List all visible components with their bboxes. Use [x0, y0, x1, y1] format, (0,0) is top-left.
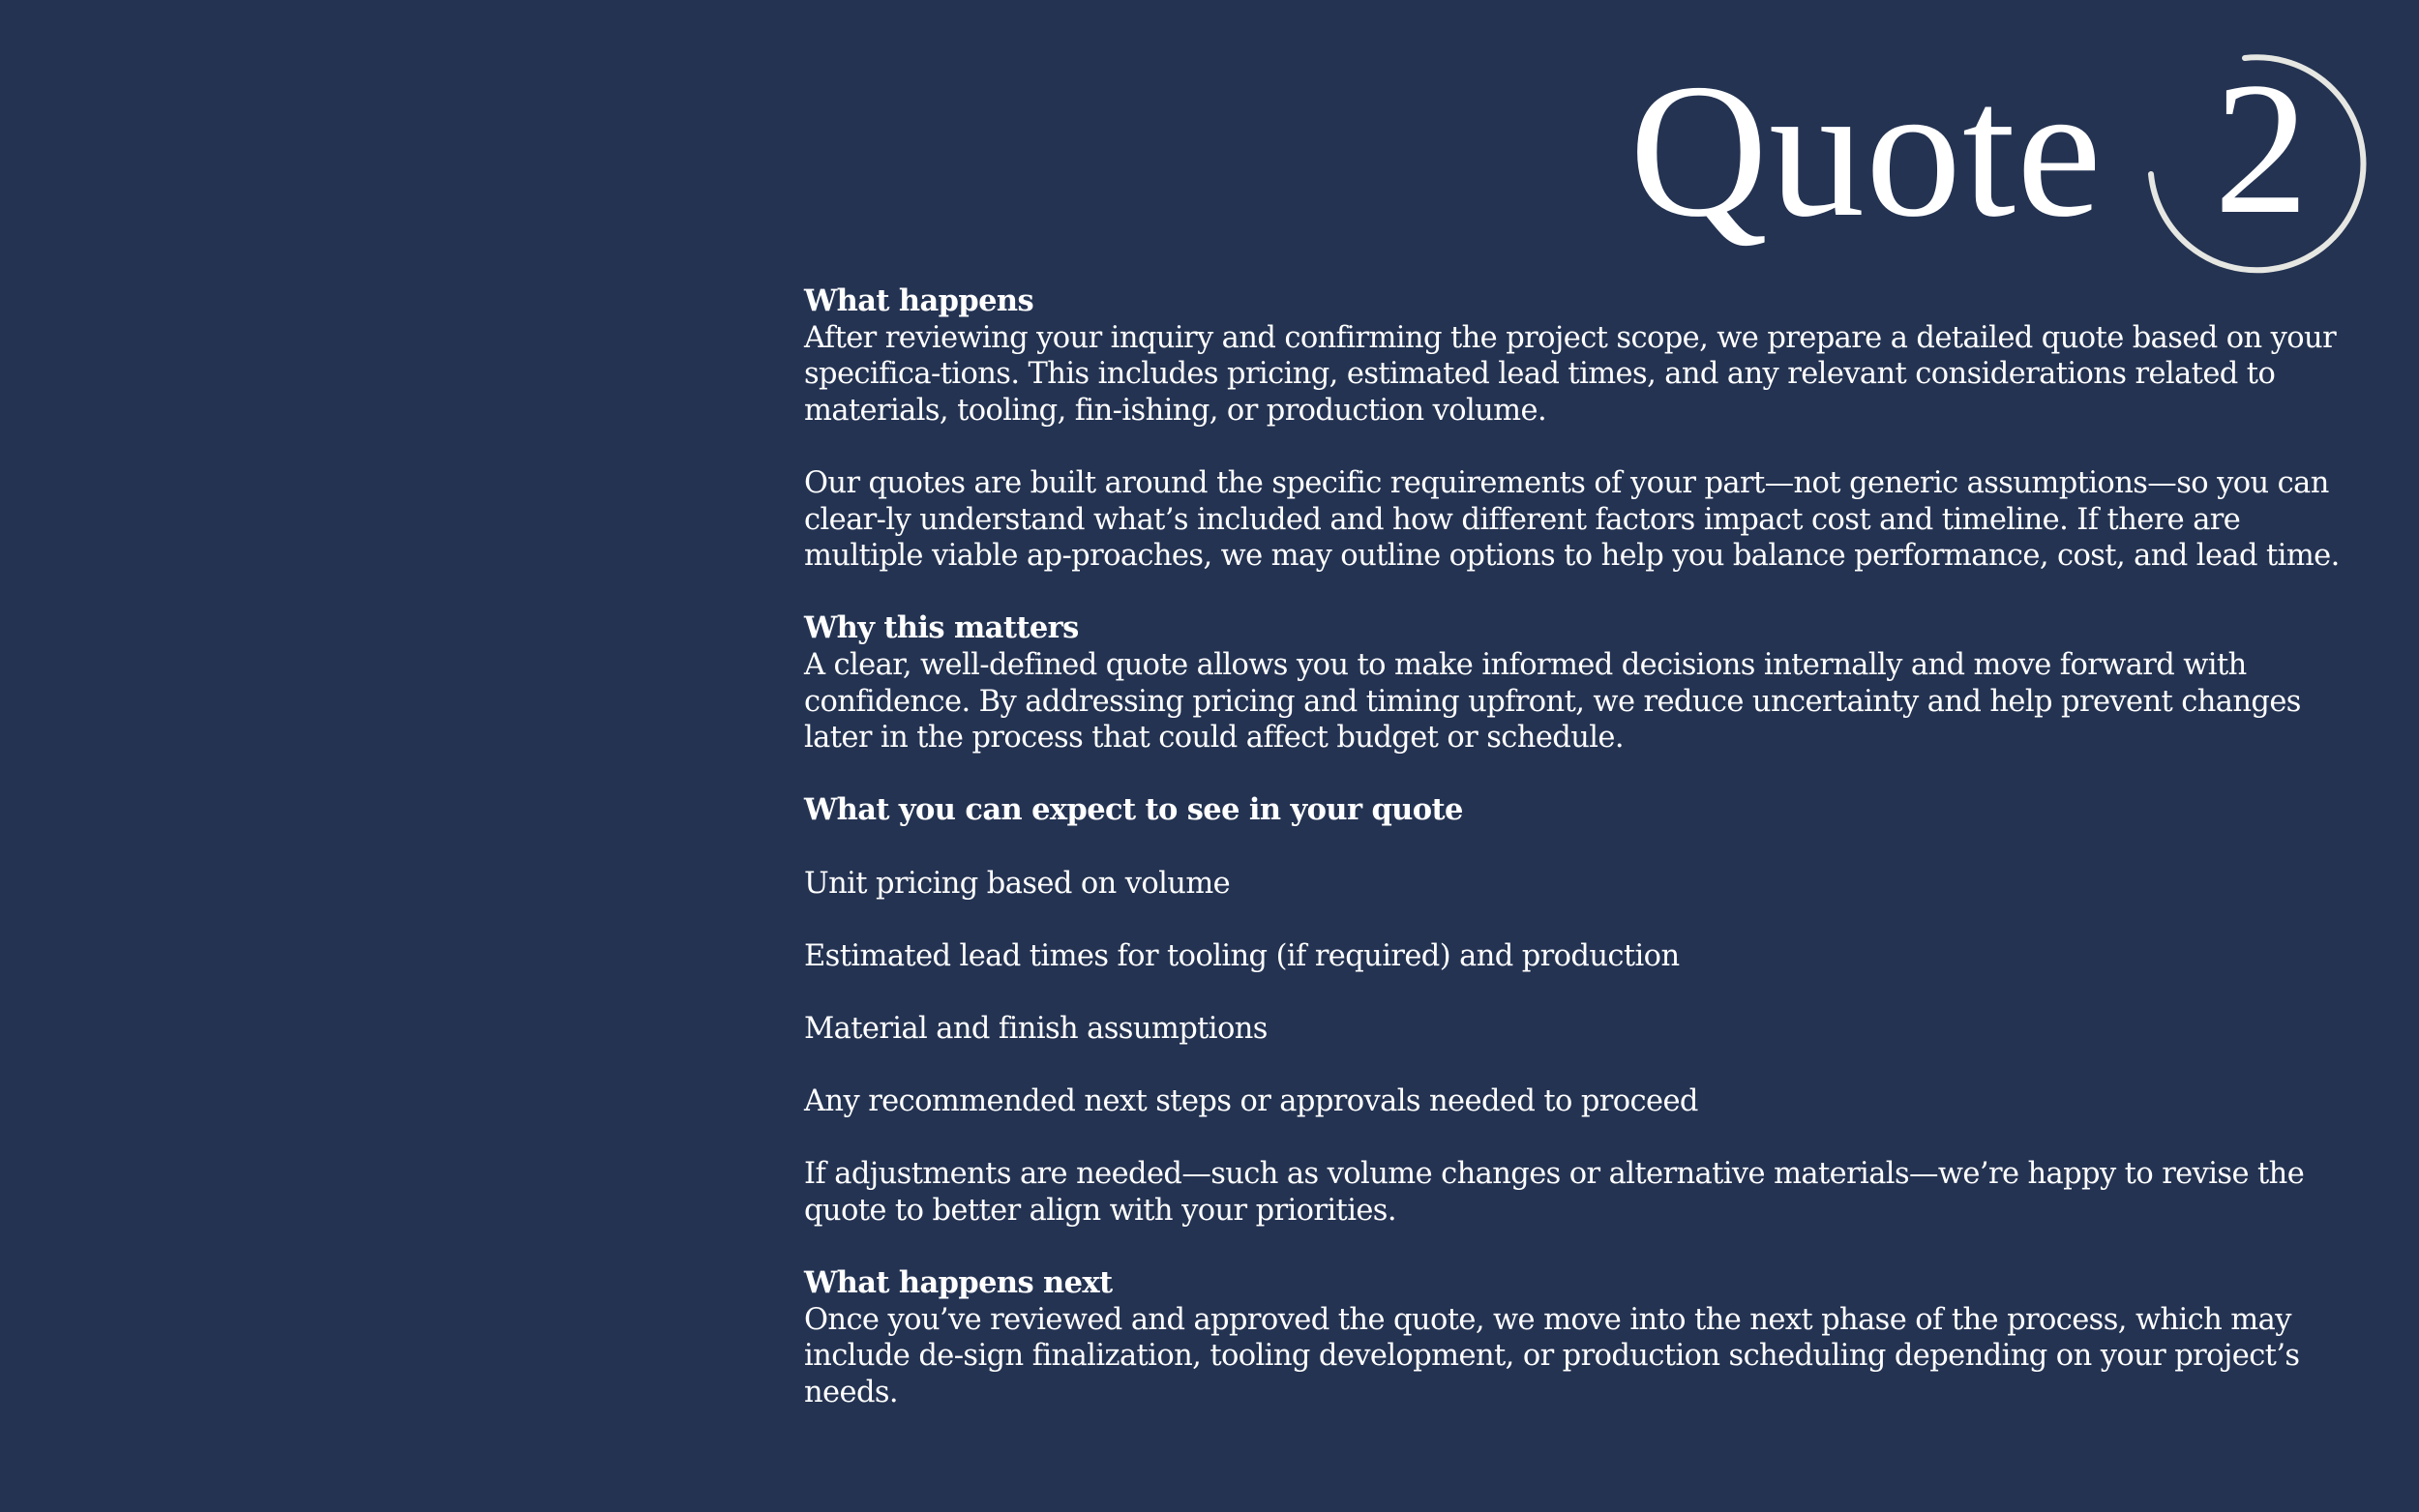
heading-why-this-matters: Why this matters — [804, 610, 1079, 646]
heading-what-happens-next: What happens next — [804, 1265, 1113, 1301]
paragraph-why-this-matters: A clear, well-defined quote allows you to make informed decisions internally and move forward with confidence. By addressing pricing and timing upfront, we reduce uncertainty and help prevent changes later in the process that could affect budget or schedule. — [804, 647, 2301, 756]
paragraph-what-happens-2: Our quotes are built around the specific requirements of your part—not generic assumptions—so you can clear-ly understand what’s included and how different factors impact cost and timeline. If there are multiple viable ap-proaches, we may outline options to help you balance performance, cost, and lead time. — [804, 465, 2340, 574]
paragraph-what-happens-1: After reviewing your inquiry and confirming the project scope, we prepare a detailed quote based on your specifica-tions. This includes pricing, estimated lead times, and any relevant considerations related to materials, tooling, fin-ishing, or production volume. — [804, 320, 2337, 428]
step-number: 2 — [2214, 44, 2309, 253]
list-item: Estimated lead times for tooling (if required) and production — [804, 938, 1680, 973]
content-body — [804, 283, 2362, 1410]
list-item: Material and finish assumptions — [804, 1011, 1268, 1046]
heading-what-happens: What happens — [804, 283, 1034, 318]
heading-what-to-expect: What you can expect to see in your quote — [804, 792, 1463, 828]
list-item: Unit pricing based on volume — [804, 866, 1231, 901]
paragraph-what-happens-next: Once you’ve reviewed and approved the quote, we move into the next phase of the process, which may include de-sign finalization, tooling development, or production scheduling depending on your project’s needs. — [804, 1302, 2300, 1409]
list-item: Any recommended next steps or approvals needed to proceed — [804, 1084, 1698, 1119]
title-word: Quote — [1629, 44, 2103, 256]
page-title — [1616, 44, 2371, 281]
paragraph-adjustments: If adjustments are needed—such as volume changes or alternative materials—we’re happy to revise the quote to better align with your priorities. — [804, 1157, 2305, 1228]
